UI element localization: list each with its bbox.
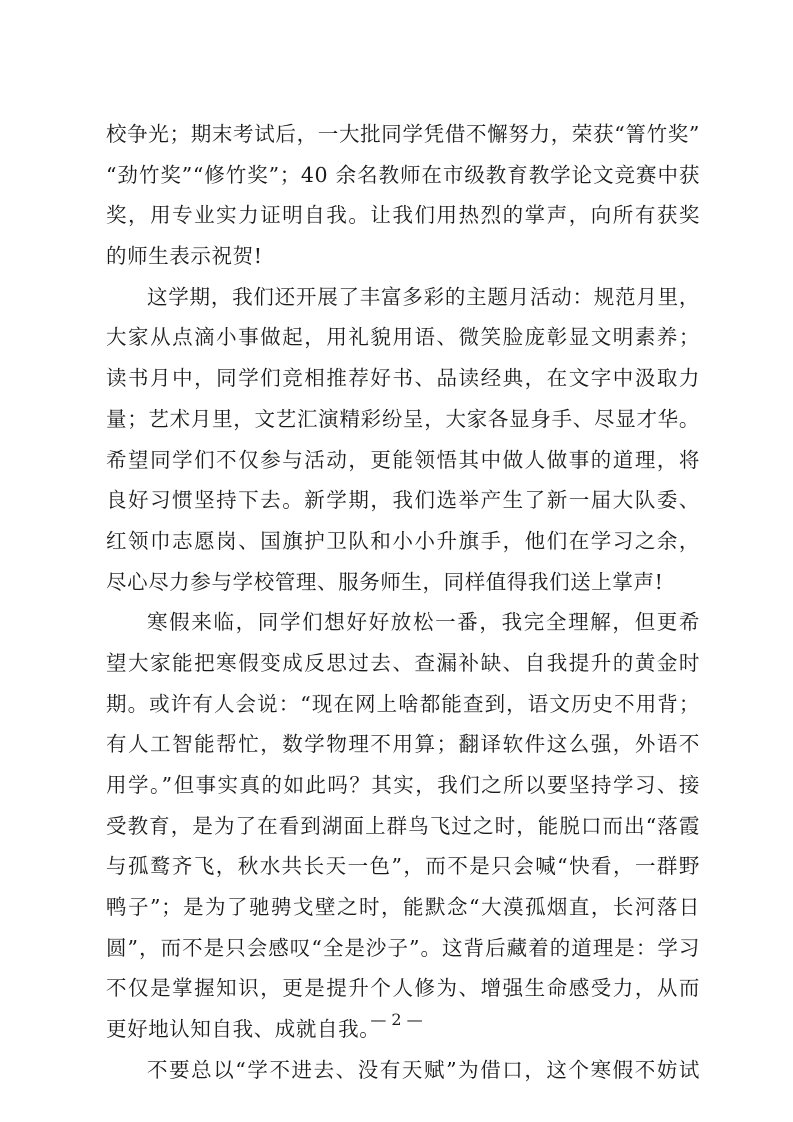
text-line: 量；艺术月里，文艺汇演精彩纷呈，大家各显身手、尽显才华。 [106, 406, 700, 431]
text-line: 的师生表示祝贺! [106, 244, 263, 269]
text-line: 读书月中，同学们竞相推荐好书、品读经典，在文字中汲取力 [106, 366, 700, 391]
text-line: 鸭子”；是为了驰骋戈壁之时，能默念“大漠孤烟直，长河落日 [106, 895, 700, 920]
text-line: 尽心尽力参与学校管理、服务师生，同样值得我们送上掌声! [106, 569, 664, 594]
text-line: 受教育，是为了在看到湖面上群鸟飞过之时，能脱口而出“落霞 [106, 813, 700, 838]
text-line: 与孤鹜齐飞，秋水共长天一色”，而不是只会喊“快看，一群野 [106, 854, 700, 879]
text-line: 校争光；期末考试后，一大批同学凭借不懈努力，荣获“箐竹奖” [106, 122, 700, 146]
text-line: 不仅是掌握知识，更是提升个人修为、增强生命感受力，从而 [106, 976, 700, 1001]
text-line: 希望同学们不仅参与活动，更能领悟其中做人做事的道理，将 [106, 447, 700, 472]
text-line: 圆”，而不是只会感叹“全是沙子”。这背后藏着的道理是：学习 [106, 935, 700, 960]
page-number: — 2 — [370, 1010, 423, 1029]
text-line: 不要总以“学不进去、没有天赋”为借口，这个寒假不妨试 [147, 1057, 700, 1082]
text-line: 大家从点滴小事做起，用礼貌用语、微笑脸庞彰显文明素养； [106, 325, 700, 350]
text-line: 良好习惯坚持下去。新学期，我们选举产生了新一届大队委、 [106, 488, 700, 513]
text-line: “劲竹奖”“修竹奖”；40 余名教师在市级教育教学论文竞赛中获 [106, 162, 700, 187]
text-line: 奖，用专业实力证明自我。让我们用热烈的掌声，向所有获奖 [106, 203, 700, 228]
text-line: 红领巾志愿岗、国旗护卫队和小小升旗手，他们在学习之余， [106, 528, 700, 553]
text-line: 寒假来临，同学们想好好放松一番，我完全理解，但更希 [147, 610, 700, 635]
text-line: 望大家能把寒假变成反思过去、查漏补缺、自我提升的黄金时 [106, 650, 700, 675]
text-line: 这学期，我们还开展了丰富多彩的主题月活动：规范月里， [147, 284, 700, 309]
text-line: 用学。”但事实真的如此吗？其实，我们之所以要坚持学习、接 [106, 773, 700, 797]
text-line: 有人工智能帮忙，数学物理不用算；翻译软件这么强，外语不 [106, 732, 700, 757]
text-line: 期。或许有人会说：“现在网上啥都能查到，语文历史不用背； [106, 691, 700, 716]
text-line: 更好地认知自我、成就自我。 [106, 1017, 381, 1042]
body-text [106, 114, 700, 1091]
